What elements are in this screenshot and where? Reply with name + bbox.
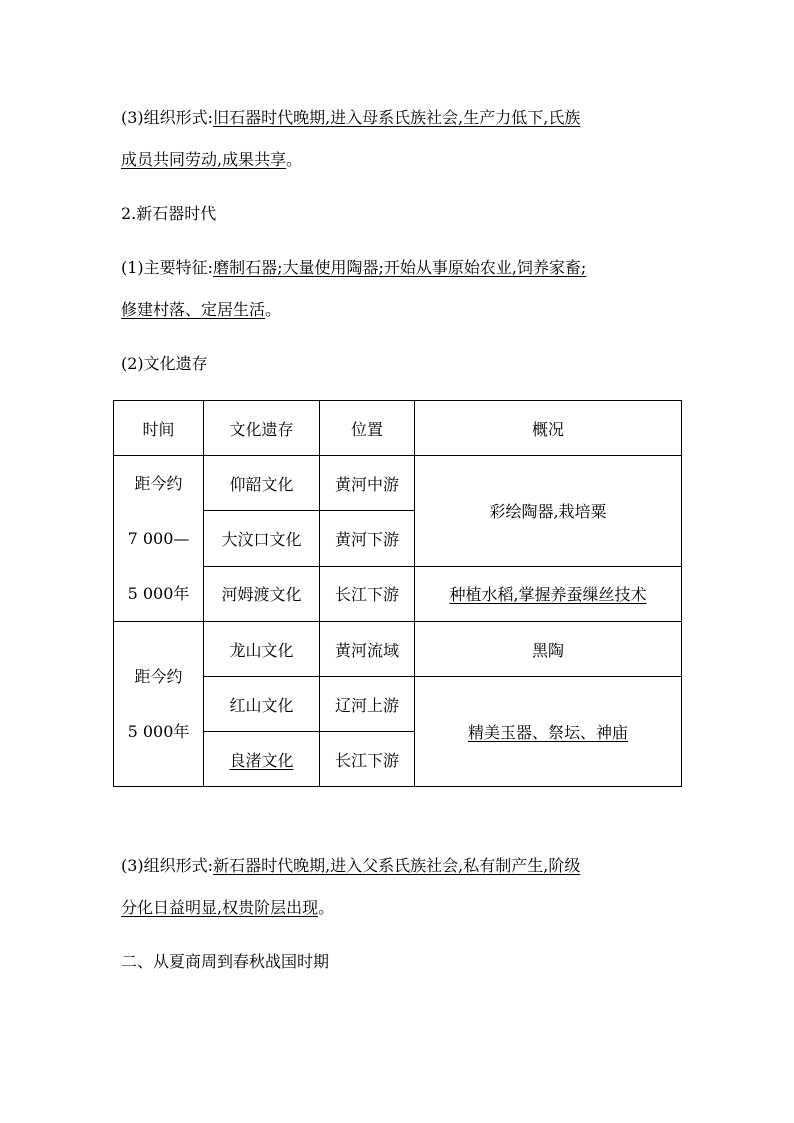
underlined-answer: 磨制石器;大量使用陶器;开始从事原始农业,饲养家畜;	[213, 258, 587, 277]
paragraph-main-features	[121, 258, 586, 278]
header-time: 时间	[114, 401, 204, 456]
section-heading-neolithic: 2.新石器时代	[121, 204, 217, 223]
culture-cell: 龙山文化	[204, 622, 320, 677]
paragraph-prefix: (1)主要特征:	[121, 258, 214, 277]
paragraph-prefix: (3)组织形式:	[121, 856, 214, 875]
time-line: 7 000—	[127, 529, 190, 548]
paragraph-end: 。	[265, 300, 282, 319]
location-cell: 黄河流域	[320, 622, 415, 677]
location-cell: 黄河下游	[320, 511, 415, 566]
culture-cell: 红山文化	[204, 677, 320, 732]
underlined-answer: 良渚文化	[229, 750, 294, 770]
location-cell: 长江下游	[320, 566, 415, 621]
paragraph-end: 。	[286, 150, 303, 169]
header-culture: 文化遗存	[204, 401, 320, 456]
table-header-row	[114, 401, 682, 456]
paragraph-end: 。	[318, 898, 335, 917]
underlined-answer: 旧石器时代晚期,进入母系氏族社会,生产力低下,氏族	[213, 108, 581, 127]
time-line: 5 000年	[127, 722, 190, 741]
paragraph-continuation	[121, 150, 302, 170]
culture-cell: 大汶口文化	[204, 511, 320, 566]
culture-remains-table	[113, 400, 682, 787]
location-cell: 长江下游	[320, 732, 415, 787]
section-heading-xia-shang-zhou: 二、从夏商周到春秋战国时期	[121, 952, 330, 971]
underlined-answer: 修建村落、定居生活	[121, 300, 266, 319]
section-heading-culture-remains: (2)文化遗存	[121, 354, 208, 373]
table-row	[114, 622, 682, 677]
time-cell	[114, 622, 204, 787]
paragraph-organization-paleolithic	[121, 108, 580, 128]
underlined-answer: 种植水稻,掌握养蚕缫丝技术	[449, 585, 647, 605]
summary-cell: 彩绘陶器,栽培粟	[415, 456, 682, 567]
paragraph-organization-neolithic	[121, 856, 580, 876]
time-cell	[114, 456, 204, 622]
time-line: 距今约	[134, 667, 183, 686]
culture-cell: 河姆渡文化	[204, 566, 320, 621]
underlined-answer: 新石器时代晚期,进入父系氏族社会,私有制产生,阶级	[213, 856, 581, 875]
header-location: 位置	[320, 401, 415, 456]
underlined-answer: 分化日益明显,权贵阶层出现	[121, 898, 319, 917]
time-line: 5 000年	[127, 584, 190, 603]
paragraph-continuation	[121, 898, 334, 918]
culture-cell: 仰韶文化	[204, 456, 320, 511]
paragraph-continuation	[121, 300, 281, 320]
location-cell: 辽河上游	[320, 677, 415, 732]
culture-cell	[204, 732, 320, 787]
summary-cell	[415, 677, 682, 787]
header-summary: 概况	[415, 401, 682, 456]
summary-cell: 黑陶	[415, 622, 682, 677]
underlined-answer: 成员共同劳动,成果共享	[121, 150, 287, 169]
underlined-answer: 精美玉器、祭坛、神庙	[467, 723, 628, 742]
time-line: 距今约	[134, 474, 183, 493]
paragraph-prefix: (3)组织形式:	[121, 108, 214, 127]
location-cell: 黄河中游	[320, 456, 415, 511]
table-row	[114, 456, 682, 511]
summary-cell	[415, 566, 682, 621]
